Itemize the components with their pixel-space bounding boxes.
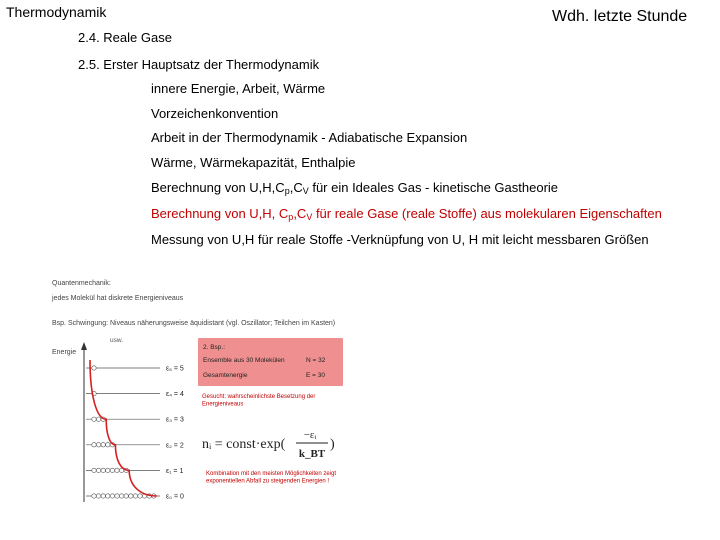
outline-item-5 [151,180,558,196]
molecule-dot [92,494,96,498]
molecule-dot [92,443,96,447]
item-6-sub-v: V [306,212,313,222]
section-2-4: 2.4. Reale Gase [78,30,172,45]
molecule-dot [124,494,128,498]
level-label: ε₃ = 3 [166,416,184,424]
top-mark: usw. [110,337,124,344]
formula-numerator: −εᵢ [303,429,317,441]
formula-denominator: k_BT [298,448,326,460]
molecule-dot [129,494,133,498]
box-title: 2. Bsp.: [203,344,226,351]
outline-item-7: Messung von U,H für reale Stoffe -Verknüpfung von U, H mit leicht messbaren Größen [151,232,649,247]
molecule-dot [96,494,100,498]
item-5-prefix: Berechnung von U,H,C [151,180,285,195]
molecule-dot [110,494,114,498]
energy-levels [86,366,184,501]
molecule-dot [101,443,105,447]
level-label: ε₄ = 4 [166,391,184,399]
item-6-suffix: für reale Gase (reale Stoffe) aus molekularen Eigenschaften [312,206,662,221]
molecule-dot [96,417,100,421]
box-row2-value: E = 30 [306,372,325,379]
topic-title: Thermodynamik [6,4,107,20]
footnote-text: Kombination mit den meisten Möglichkeiten zeigt exponentiellen Abfall zu steigenden Energien ! [206,471,337,485]
molecule-dot [92,417,96,421]
molecule-dot [106,443,110,447]
section-2-5: 2.5. Erster Hauptsatz der Thermodynamik [78,57,320,72]
item-5-comma-c: ,C [289,180,303,195]
molecule-dot [92,468,96,472]
molecule-dot [133,494,137,498]
item-5-suffix: für ein Ideales Gas - kinetische Gastheorie [308,180,559,195]
page-heading: Wdh. letzte Stunde [552,8,688,25]
formula-lhs: nᵢ = const·exp( [202,437,286,452]
item-6-sub-p: p [288,212,294,222]
molecule-dot [110,468,114,472]
box-row1-label: Ensemble aus 30 Molekülen [203,357,285,364]
molecule-dot [138,494,142,498]
molecule-dot [119,494,123,498]
y-axis-label: Energie [52,349,77,356]
figure-example: Bsp. Schwingung: Niveaus näherungsweise äquidistant (vgl. Oszillator; Teilchen im Kasten) [52,320,336,327]
molecule-dot [101,468,105,472]
molecule-dot [115,494,119,498]
molecule-dot [106,494,110,498]
outline-item-6 [151,206,662,222]
outline-item-2: Vorzeichenkonvention [151,106,279,121]
outline-item-1: innere Energie, Arbeit, Wärme [151,81,326,96]
molecule-dot [92,366,96,370]
outline-item-3: Arbeit in der Thermodynamik - Adiabatische Expansion [151,130,468,145]
box-row1-value: N = 32 [306,357,326,364]
note-text: Gesucht: wahrscheinlichste Besetzung der Energieniveaus [202,394,316,408]
outline-item-4: Wärme, Wärmekapazität, Enthalpie [151,155,356,170]
item-5-sub-p: p [284,186,290,196]
item-6-prefix: Berechnung von U,H, C [151,206,289,221]
energy-levels-figure [48,276,352,512]
axis-arrow-icon [81,342,87,350]
box-row2-label: Gesamtenergie [203,372,248,379]
level-label: ε₁ = 1 [166,467,184,475]
molecule-dot [106,468,110,472]
distribution-curve [90,360,157,496]
item-6-comma-c: ,C [293,206,307,221]
figure-subtitle: jedes Molekül hat diskrete Energieniveaus [52,295,184,302]
formula-rhs: ) [330,437,335,452]
level-label: ε₅ = 5 [166,365,184,373]
molecule-dot [96,443,100,447]
item-5-sub-v: V [302,186,309,196]
molecule-dot [96,468,100,472]
level-label: ε₀ = 0 [166,493,184,501]
level-label: ε₂ = 2 [166,442,184,450]
molecule-dot [101,494,105,498]
molecule-dot [115,468,119,472]
figure-title: Quantenmechanik: [52,280,111,287]
